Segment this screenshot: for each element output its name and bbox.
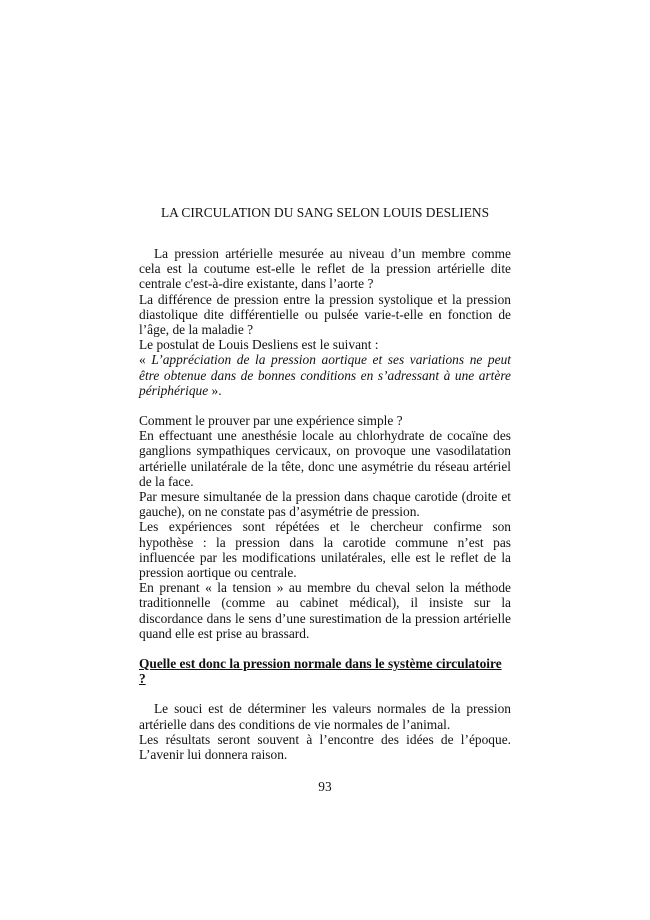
section-heading: Quelle est donc la pression normale dans le système circulatoire ? (139, 656, 502, 687)
paragraph-anesthesia-experiment: En effectuant une anesthésie locale au chlorhydrate de cocaïne des ganglions sympathiques cervicaux, on provoque une vasodilatation artérielle unilatérale de la tête, donc une asymétrie du réseau artériel de la face. (139, 428, 511, 489)
paragraph-normal-values: Le souci est de déterminer les valeurs normales de la pression artérielle dans des conditions de vie normales de l’animal. (139, 701, 511, 732)
paragraph-spacer (139, 398, 511, 413)
paragraph-differential-pressure: La différence de pression entre la pression systolique et la pression diastolique dite différentielle ou pulsée varie-t-elle en fonction de l’âge, de la maladie ? (139, 291, 511, 338)
paragraph-traditional-method: En prenant « la tension » au membre du cheval selon la méthode traditionnelle (comme au cabinet médical), il insiste sur la discordance dans le sens d’une surestimation de la pression artérielle quand elle est prise au brassard. (139, 580, 511, 641)
quote-close-mark: ». (208, 382, 222, 398)
page-title: LA CIRCULATION DU SANG SELON LOUIS DESLIENS (160, 205, 490, 220)
heading-spacer (139, 686, 511, 701)
paragraph-postulate-intro: Le postulat de Louis Desliens est le suivant : (139, 337, 379, 353)
paragraph-aortic-pressure-question: La pression artérielle mesurée au niveau d’un membre comme cela est la coutume est-elle le reflet de la pression artérielle dite centrale c'est-à-dire existante, dans l’aorte ? (139, 246, 511, 292)
paragraph-hypothesis-confirmed: Les expériences sont répétées et le chercheur confirme son hypothèse : la pression dans la carotide commune n’est pas influencée par les modifications unilatérales, elle est le reflet de la pression aortique ou centrale. (139, 519, 511, 581)
quote-open-mark: « (139, 352, 152, 368)
paragraph-how-to-prove: Comment le prouver par une expérience simple ? (139, 413, 403, 429)
paragraph-simultaneous-measure: Par mesure simultanée de la pression dans chaque carotide (droite et gauche), on ne constate pas d’asymétrie de pression. (139, 489, 511, 520)
quote-text: L’appréciation de la pression aortique et ses variations ne peut être obtenue dans de bonnes conditions en s’adressant à une artère périphérique (139, 352, 511, 398)
document-page (139, 0, 511, 920)
paragraph-postulate-quote (139, 352, 511, 398)
paragraph-results-future: Les résultats seront souvent à l’encontre des idées de l’époque. L’avenir lui donnera raison. (139, 731, 511, 763)
page-number: 93 (318, 779, 332, 794)
body-section (139, 246, 511, 641)
normal-pressure-section (139, 656, 511, 762)
